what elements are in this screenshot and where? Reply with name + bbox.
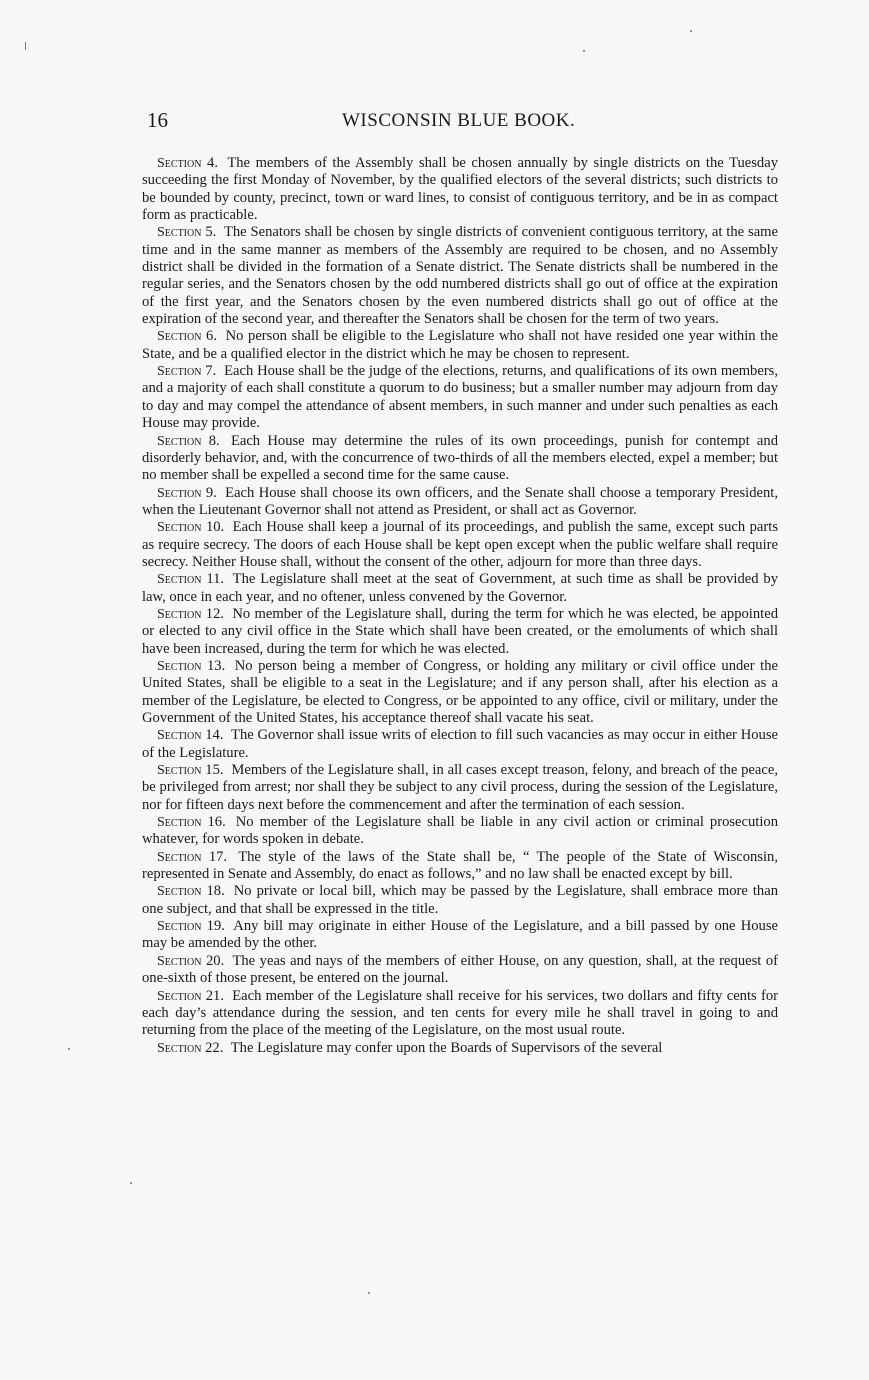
section-label: Section	[157, 884, 202, 900]
section-text: Each House shall keep a journal of its proceedings, and publish the same, except such parts as require secrecy. The doors of each House shall be kept open except when the public welfare shall require secrecy. Neither House shall, without the consent of the other, adjourn for more than three days.	[142, 519, 779, 570]
section-22	[142, 1040, 778, 1057]
section-11	[142, 571, 778, 606]
section-number: 9.	[205, 484, 217, 501]
section-number: 21.	[205, 987, 224, 1004]
section-label: Section	[157, 953, 202, 969]
page-number: 16	[147, 108, 168, 132]
section-text: Members of the Legislature shall, in all cases except treason, felony, and breach of the peace, be privileged from arrest; nor shall they be subject to any civil process, during the session of the Legislature, nor for fifteen days next before the commencement and after the termination of each session.	[142, 762, 778, 813]
section-label: Section	[157, 572, 202, 588]
section-label: Section	[157, 658, 202, 674]
section-20	[142, 953, 778, 988]
section-text: No member of the Legislature shall, during the term for which he was elected, be appointed or elected to any civil office in the State which shall have been created, or the emoluments of which shall have been increased, during the term for which he was elected.	[142, 605, 778, 657]
section-text: The style of the laws of the State shall be, “ The people of the State of Wisconsin, represented in Senate and Assembly, do enact as follows,” and no law shall be enacted except by bill.	[142, 848, 779, 883]
section-10	[142, 519, 778, 571]
section-label: Section	[157, 606, 202, 622]
section-text: Each House may determine the rules of its own proceedings, punish for contempt and disorderly behavior, and, with the concurrence of two-thirds of all the members elected, expel a member; but no member shall be expelled a second time for the same cause.	[142, 432, 778, 484]
document-body	[142, 155, 778, 1057]
section-text: Each House shall choose its own officers, and the Senate shall choose a temporary President, when the Lieutenant Governor shall not attend as President, or shall act as Governor.	[142, 484, 778, 518]
scan-speck	[68, 1048, 70, 1050]
section-label: Section	[157, 919, 202, 935]
section-number: 22.	[205, 1039, 224, 1056]
section-6	[142, 328, 778, 363]
scan-speck	[130, 1182, 132, 1184]
section-21	[142, 988, 778, 1040]
section-label: Section	[157, 815, 202, 831]
section-5	[142, 224, 778, 328]
section-label: Section	[157, 849, 202, 865]
section-number: 12.	[205, 605, 225, 622]
section-label: Section	[157, 520, 202, 536]
section-number: 14.	[205, 727, 224, 744]
section-number: 10.	[205, 519, 225, 536]
section-text: Each House shall be the judge of the elections, returns, and qualifications of its own members, and a majority of each shall constitute a quorum to do business; but a smaller number may adjourn from day to day and may compel the attendance of absent members, in such manner and under such penalties as each House may provide.	[142, 363, 779, 432]
section-label: Section	[157, 364, 202, 380]
section-number: 20.	[205, 952, 225, 969]
scan-speck	[25, 42, 26, 50]
section-number: 17.	[208, 848, 228, 865]
section-text: Any bill may originate in either House of the Legislature, and a bill passed by one House may be amended by the other.	[142, 918, 778, 952]
section-number: 8.	[208, 432, 220, 449]
section-label: Section	[157, 485, 202, 501]
section-7	[142, 363, 778, 432]
scan-speck	[690, 30, 692, 32]
running-head: WISCONSIN BLUE BOOK.	[342, 110, 576, 131]
section-label: Section	[157, 329, 202, 345]
section-number: 15.	[205, 762, 224, 779]
section-18	[142, 883, 778, 918]
section-4	[142, 155, 778, 224]
section-label: Section	[157, 763, 202, 779]
section-13	[142, 658, 778, 727]
scan-speck	[583, 50, 585, 52]
section-number: 11.	[206, 571, 225, 588]
section-text: The Governor shall issue writs of election to fill such vacancies as may occur in either House of the Legislature.	[142, 727, 778, 761]
section-label: Section	[157, 156, 202, 171]
section-label: Section	[157, 225, 202, 241]
section-8	[142, 433, 778, 485]
section-text: No member of the Legislature shall be liable in any civil action or criminal prosecution whatever, for words spoken in debate.	[142, 814, 779, 848]
section-19	[142, 918, 778, 953]
section-label: Section	[157, 1040, 202, 1056]
section-number: 4.	[207, 155, 218, 171]
scan-speck	[368, 1292, 370, 1294]
section-16	[142, 814, 778, 849]
section-text: No person being a member of Congress, or holding any military or civil office under the United States, shall be eligible to a seat in the Legislature; and if any person shall, after his election as a member of the Legislature, be elected to Congress, or be appointed to any office, civil or military, under the Government of the United States, his acceptance thereof shall vacate his seat.	[142, 657, 778, 726]
section-text: Each member of the Legislature shall receive for his services, two dollars and fifty cents for each day’s attendance during the session, and ten cents for every mile he shall travel in going to and returning from the place of the meeting of the Legislature, on the most usual route.	[142, 987, 778, 1039]
section-number: 7.	[205, 363, 217, 380]
section-12	[142, 606, 778, 658]
section-text: The Legislature shall meet at the seat of Government, at such time as shall be provided by law, once in each year, and no oftener, unless convened by the Governor.	[142, 571, 778, 605]
section-number: 13.	[206, 657, 226, 674]
section-number: 16.	[207, 814, 226, 831]
section-label: Section	[157, 988, 202, 1004]
section-text: The members of the Assembly shall be chosen annually by single districts on the Tuesday succeeding the first Monday of November, by the qualified electors of the several districts; such districts to be bounded by county, precinct, town or ward lines, to consist of contiguous territory, and be in as compact form as practicable.	[142, 155, 778, 224]
section-label: Section	[157, 433, 202, 449]
section-15	[142, 762, 778, 814]
section-text: The Legislature may confer upon the Boards of Supervisors of the several	[230, 1039, 663, 1056]
section-text: The yeas and nays of the members of either House, on any question, shall, at the request of one-sixth of those present, be entered on the journal.	[142, 952, 778, 987]
section-14	[142, 727, 778, 762]
section-text: No private or local bill, which may be passed by the Legislature, shall embrace more than one subject, and that shall be expressed in the title.	[142, 883, 779, 917]
section-number: 19.	[206, 918, 225, 935]
section-number: 6.	[206, 328, 217, 345]
section-number: 18.	[206, 883, 225, 900]
section-text: No person shall be eligible to the Legislature who shall not have resided one year within the State, and be a qualified elector in the district which he may be chosen to represent.	[142, 328, 778, 362]
section-text: The Senators shall be chosen by single districts of convenient contiguous territory, at the same time and in the same manner as members of the Assembly are required to be chosen, and no Assembly district shall be divided in the formation of a Senate district. The Senate districts shall be numbered in the regular series, and the Senators chosen by the odd numbered districts shall go out of office at the expiration of the first year, and the Senators chosen by the even numbered districts shall go out of office at the expiration of the second year, and thereafter the Senators shall be chosen for the term of two years.	[142, 224, 779, 328]
section-17	[142, 849, 778, 884]
section-number: 5.	[205, 224, 217, 241]
section-9	[142, 485, 778, 520]
section-label: Section	[157, 728, 202, 744]
